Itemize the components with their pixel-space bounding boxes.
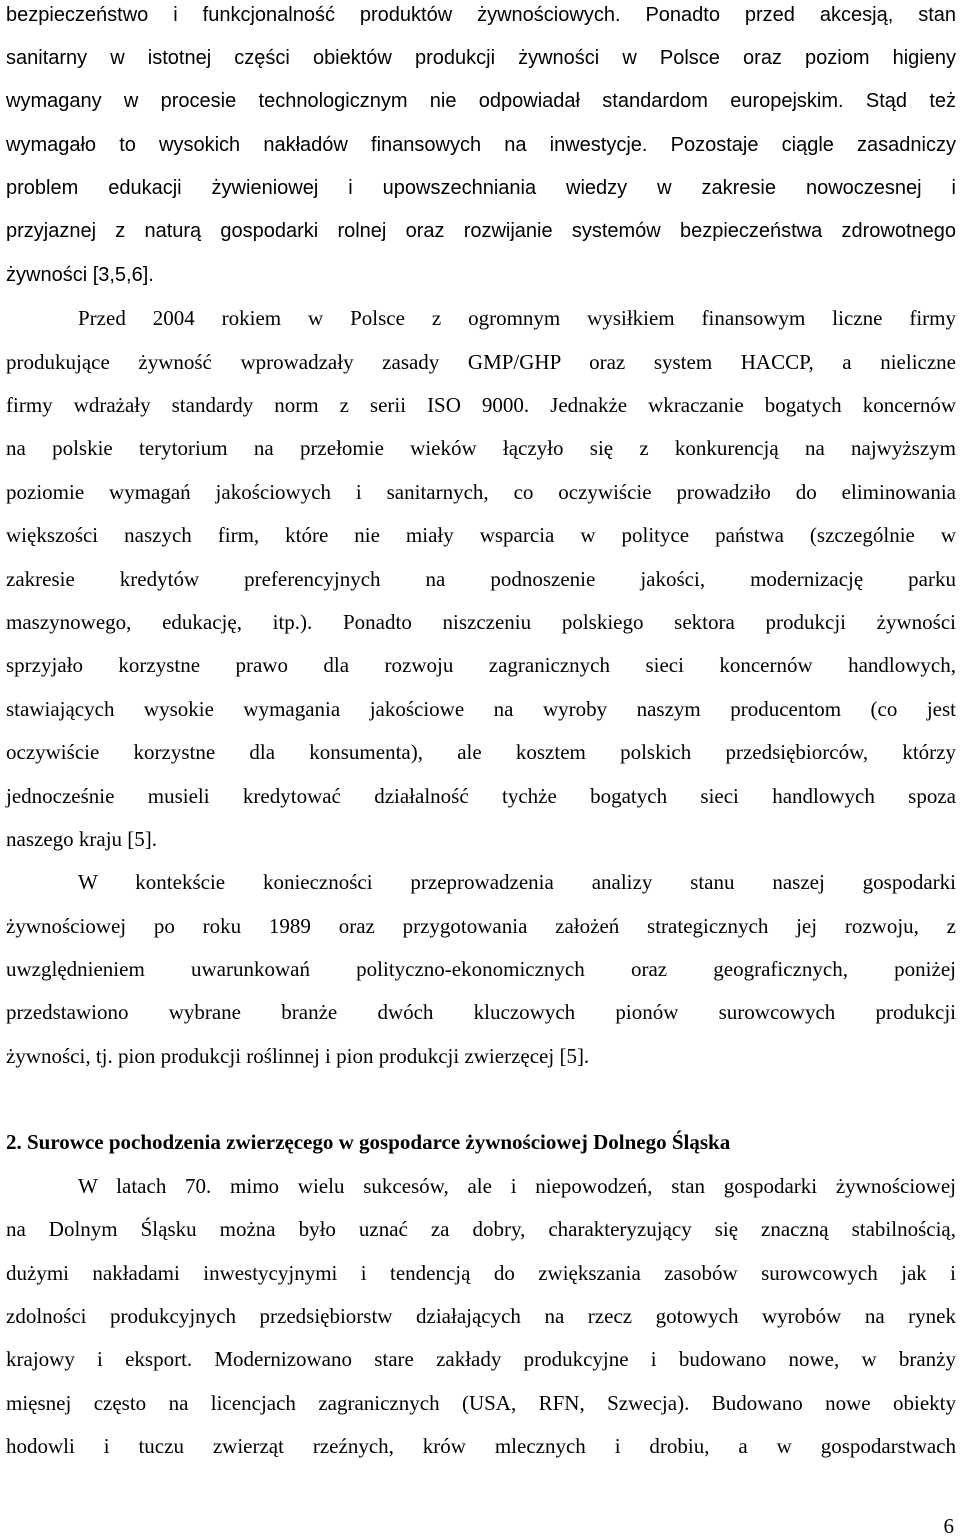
text-line: wymagało to wysokich nakładów finansowych na inwestycje. Pozostaje ciągle zasadniczy	[6, 134, 956, 156]
text-line: żywnościowej po roku 1989 oraz przygotowania założeń strategicznych jej rozwoju, z	[6, 914, 956, 938]
text-line: na polskie terytorium na przełomie wieków łączyło się z konkurencją na najwyższym	[6, 436, 956, 460]
text-line: zdolności produkcyjnych przedsiębiorstw działających na rzecz gotowych wyrobów na rynek	[6, 1304, 956, 1328]
text-line: firmy wdrażały standardy norm z serii ISO 9000. Jednakże wkraczanie bogatych koncernów	[6, 393, 956, 417]
text-line: zakresie kredytów preferencyjnych na podnoszenie jakości, modernizację parku	[6, 567, 956, 591]
paragraph-first-line: Przed 2004 rokiem w Polsce z ogromnym wysiłkiem finansowym liczne firmy	[78, 306, 956, 330]
text-line: żywności [3,5,6].	[6, 264, 154, 286]
text-line: dużymi nakładami inwestycyjnymi i tendencją do zwiększania zasobów surowcowych jak i	[6, 1261, 956, 1285]
text-line: bezpieczeństwo i funkcjonalność produktów żywnościowych. Ponadto przed akcesją, stan	[6, 4, 956, 26]
text-line: większości naszych firm, które nie miały wsparcia w polityce państwa (szczególnie w	[6, 523, 956, 547]
text-line: krajowy i eksport. Modernizowano stare zakłady produkcyjne i budowano nowe, w branży	[6, 1347, 956, 1371]
text-line: hodowli i tuczu zwierząt rzeźnych, krów mlecznych i drobiu, a w gospodarstwach	[6, 1434, 956, 1458]
text-line: przyjaznej z naturą gospodarki rolnej oraz rozwijanie systemów bezpieczeństwa zdrowotnego	[6, 220, 956, 242]
text-line: jednocześnie musieli kredytować działalność tychże bogatych sieci handlowych spoza	[6, 784, 956, 808]
text-line: poziomie wymagań jakościowych i sanitarnych, co oczywiście prowadziło do eliminowania	[6, 480, 956, 504]
text-line: żywności, tj. pion produkcji roślinnej i pion produkcji zwierzęcej [5].	[6, 1044, 590, 1068]
section-heading: 2. Surowce pochodzenia zwierzęcego w gospodarce żywnościowej Dolnego Śląska	[6, 1130, 731, 1154]
text-line: sprzyjało korzystne prawo dla rozwoju zagranicznych sieci koncernów handlowych,	[6, 653, 956, 677]
text-line: przedstawiono wybrane branże dwóch kluczowych pionów surowcowych produkcji	[6, 1000, 956, 1024]
paragraph-first-line: W kontekście konieczności przeprowadzenia analizy stanu naszej gospodarki	[78, 870, 956, 894]
text-line: wymagany w procesie technologicznym nie odpowiadał standardom europejskim. Stąd też	[6, 90, 956, 112]
text-line: naszego kraju [5].	[6, 827, 158, 851]
text-line: produkujące żywność wprowadzały zasady GMP/GHP oraz system HACCP, a nieliczne	[6, 350, 956, 374]
text-line: stawiających wysokie wymagania jakościowe na wyroby naszym producentom (co jest	[6, 697, 956, 721]
text-line: mięsnej często na licencjach zagranicznych (USA, RFN, Szwecja). Budowano nowe obiekty	[6, 1391, 956, 1415]
paragraph-first-line: W latach 70. mimo wielu sukcesów, ale i niepowodzeń, stan gospodarki żywnościowej	[78, 1174, 956, 1198]
page-number: 6	[943, 1514, 954, 1538]
text-line: problem edukacji żywieniowej i upowszechniania wiedzy w zakresie nowoczesnej i	[6, 177, 956, 199]
text-line: uwzględnieniem uwarunkowań polityczno-ekonomicznych oraz geograficznych, poniżej	[6, 957, 956, 981]
text-line: oczywiście korzystne dla konsumenta), ale kosztem polskich przedsiębiorców, którzy	[6, 740, 956, 764]
text-line: maszynowego, edukację, itp.). Ponadto niszczeniu polskiego sektora produkcji żywności	[6, 610, 956, 634]
text-line: sanitarny w istotnej części obiektów produkcji żywności w Polsce oraz poziom higieny	[6, 47, 956, 69]
text-line: na Dolnym Śląsku można było uznać za dobry, charakteryzujący się znaczną stabilnością,	[6, 1217, 956, 1241]
